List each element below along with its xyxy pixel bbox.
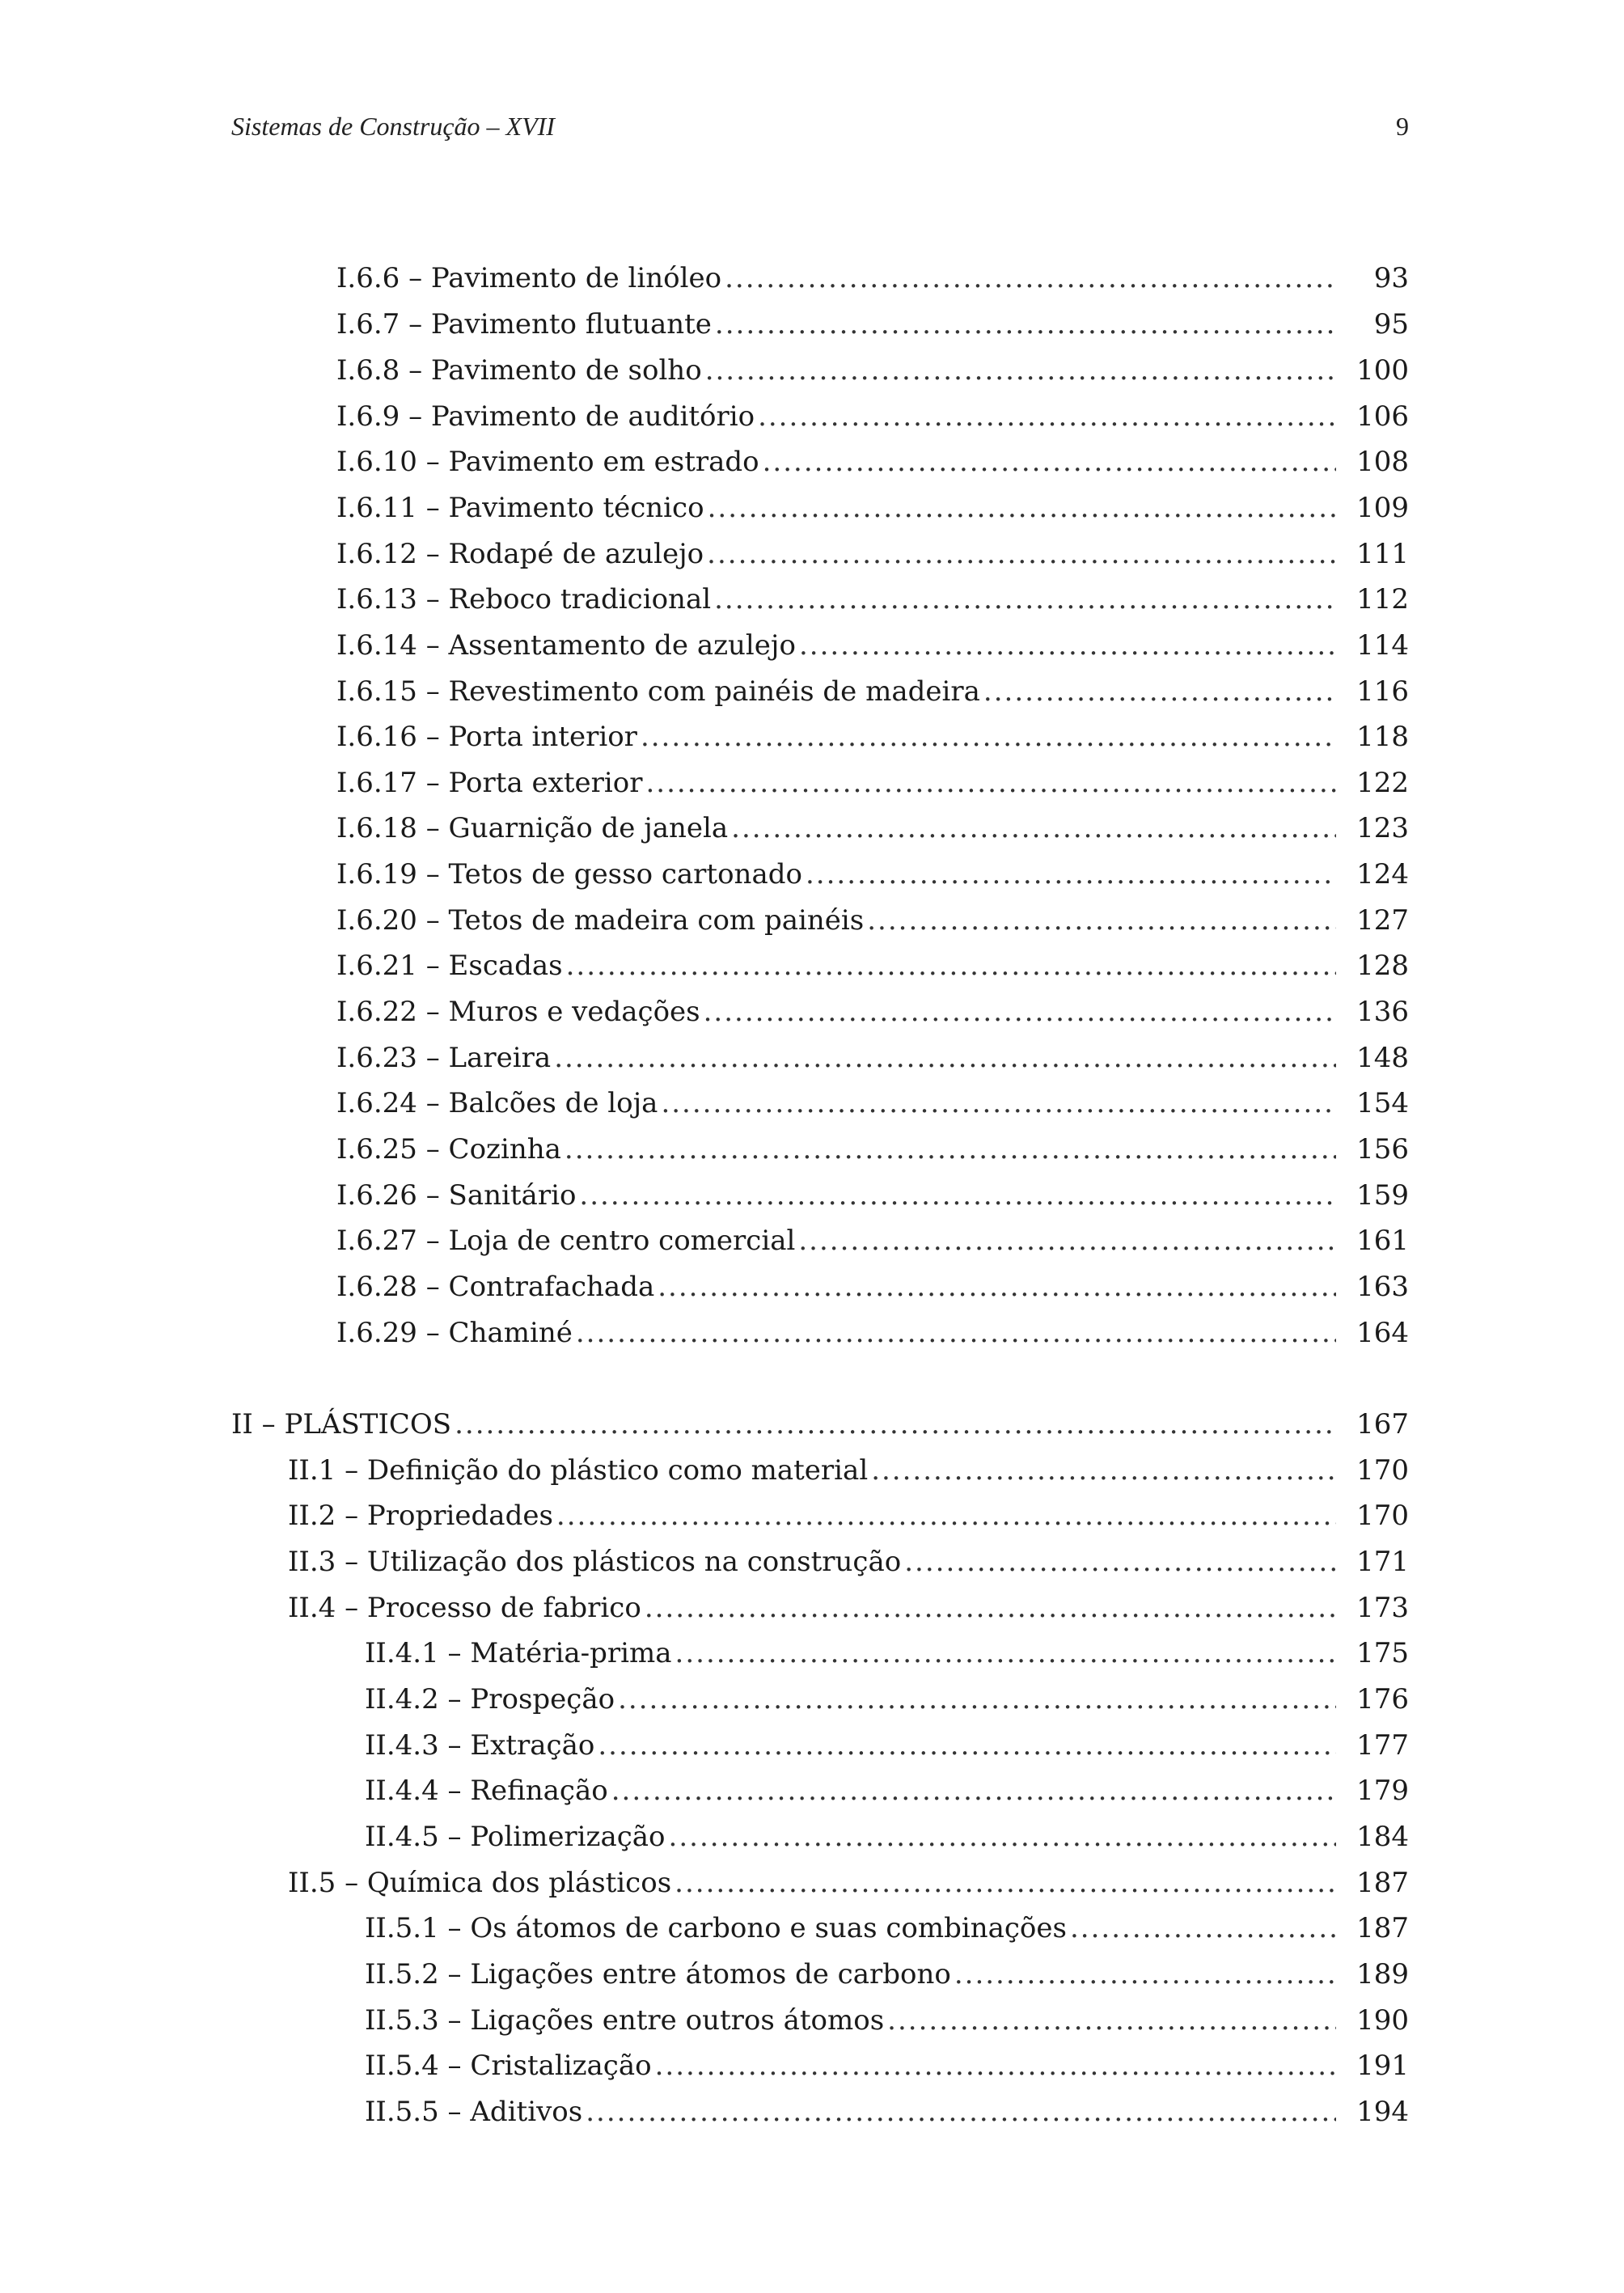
dot-leader bbox=[954, 1952, 1336, 1997]
toc-entry-page: 122 bbox=[1356, 767, 1409, 799]
toc-entry-label: I.6.10 – Pavimento em estrado bbox=[336, 446, 759, 478]
toc-entry-page: 170 bbox=[1356, 1500, 1409, 1532]
toc-entry-label: II.1 – Definição do plástico como material bbox=[288, 1454, 869, 1487]
toc-entry[interactable] bbox=[288, 1493, 1409, 1538]
dot-leader bbox=[576, 1310, 1336, 1356]
toc-entry-label: I.6.29 – Chaminé bbox=[336, 1317, 573, 1349]
toc-entry-label: I.6.28 – Contrafachada bbox=[336, 1271, 655, 1303]
dot-leader bbox=[904, 1539, 1336, 1584]
dot-leader bbox=[708, 485, 1336, 531]
toc-entry[interactable] bbox=[336, 394, 1409, 439]
toc-entry-page: 109 bbox=[1356, 492, 1409, 524]
toc-entry-label: I.6.22 – Muros e vedações bbox=[336, 996, 700, 1028]
toc-entry-label: II.5.5 – Aditivos bbox=[365, 2096, 583, 2128]
toc-entry[interactable] bbox=[336, 531, 1409, 577]
dot-leader bbox=[556, 1493, 1336, 1538]
toc-entry-page: 191 bbox=[1356, 2050, 1409, 2082]
toc-entry[interactable] bbox=[365, 1998, 1409, 2043]
dot-leader bbox=[1070, 1906, 1336, 1951]
toc-entry-label: I.6.8 – Pavimento de solho bbox=[336, 354, 702, 387]
toc-entry[interactable] bbox=[336, 1081, 1409, 1126]
dot-leader bbox=[758, 394, 1336, 439]
toc-entry-page: 95 bbox=[1373, 308, 1409, 341]
toc-entry[interactable] bbox=[336, 623, 1409, 668]
toc-entry-label: I.6.9 – Pavimento de auditório bbox=[336, 400, 755, 433]
toc-entry[interactable] bbox=[365, 1723, 1409, 1768]
toc-entry-label: I.6.6 – Pavimento de linóleo bbox=[336, 262, 722, 294]
toc-entry-label: I.6.21 – Escadas bbox=[336, 950, 563, 982]
dot-leader bbox=[554, 1035, 1336, 1081]
page-number: 9 bbox=[1396, 112, 1409, 141]
dot-leader bbox=[611, 1768, 1336, 1813]
dot-leader bbox=[763, 439, 1336, 484]
toc-entry-label: I.6.26 – Sanitário bbox=[336, 1179, 577, 1212]
toc-entry-page: 163 bbox=[1356, 1271, 1409, 1303]
toc-entry-page: 116 bbox=[1356, 675, 1409, 708]
toc-entry-label: I.6.12 – Rodapé de azulejo bbox=[336, 538, 704, 570]
toc-entry[interactable] bbox=[336, 1035, 1409, 1081]
toc-entry-page: 164 bbox=[1356, 1317, 1409, 1349]
toc-entry-page: 128 bbox=[1356, 950, 1409, 982]
dot-leader bbox=[675, 1860, 1336, 1906]
toc-entry-page: 124 bbox=[1356, 858, 1409, 891]
dot-leader bbox=[714, 577, 1336, 622]
toc-entry-page: 127 bbox=[1356, 904, 1409, 937]
toc-entry[interactable] bbox=[336, 989, 1409, 1034]
dot-leader bbox=[731, 806, 1336, 851]
toc-entry-page: 118 bbox=[1356, 721, 1409, 753]
toc-entry[interactable] bbox=[336, 1218, 1409, 1263]
dot-leader bbox=[705, 348, 1336, 393]
toc-entry-page: 114 bbox=[1356, 629, 1409, 662]
toc-entry[interactable] bbox=[365, 1631, 1409, 1676]
dot-leader bbox=[675, 1631, 1336, 1676]
toc-entry[interactable] bbox=[365, 1768, 1409, 1813]
toc-entry-label: II.5.1 – Os átomos de carbono e suas combinações bbox=[365, 1912, 1067, 1944]
toc-entry-label: I.6.14 – Assentamento de azulejo bbox=[336, 629, 796, 662]
dot-leader bbox=[887, 1998, 1336, 2043]
toc-entry-label: I.6.15 – Revestimento com painéis de madeira bbox=[336, 675, 980, 708]
toc-entry[interactable] bbox=[336, 302, 1409, 347]
toc-entry-label: II.5 – Química dos plásticos bbox=[288, 1867, 672, 1899]
toc-entry-label: II.5.2 – Ligações entre átomos de carbono bbox=[365, 1958, 951, 1991]
toc-entry-page: 148 bbox=[1356, 1042, 1409, 1074]
toc-entry-page: 184 bbox=[1356, 1821, 1409, 1853]
toc-entry-page: 187 bbox=[1356, 1867, 1409, 1899]
toc-entry[interactable] bbox=[336, 1173, 1409, 1218]
dot-leader bbox=[983, 669, 1336, 714]
toc-entry-label: II.5.3 – Ligações entre outros átomos bbox=[365, 2004, 885, 2037]
toc-entry-label: II.4.5 – Polimerização bbox=[365, 1821, 666, 1853]
dot-leader bbox=[799, 623, 1336, 668]
dot-leader bbox=[641, 714, 1336, 759]
toc-entry[interactable] bbox=[336, 760, 1409, 806]
toc-entry-page: 177 bbox=[1356, 1729, 1409, 1762]
toc-entry[interactable] bbox=[365, 1677, 1409, 1722]
toc-entry-label: I.6.7 – Pavimento flutuante bbox=[336, 308, 712, 341]
toc-entry-label: II.4.4 – Refinação bbox=[365, 1775, 608, 1807]
toc-entry[interactable] bbox=[231, 1402, 1409, 1447]
toc-entry-label: I.6.20 – Tetos de madeira com painéis bbox=[336, 904, 865, 937]
dot-leader bbox=[867, 898, 1336, 943]
toc-entry[interactable] bbox=[336, 943, 1409, 988]
toc-entry-label: I.6.24 – Balcões de loja bbox=[336, 1087, 658, 1119]
dot-leader bbox=[871, 1448, 1336, 1493]
toc-entry-page: 171 bbox=[1356, 1546, 1409, 1578]
toc-entry-label: I.6.16 – Porta interior bbox=[336, 721, 637, 753]
toc-entry[interactable] bbox=[336, 1127, 1409, 1172]
toc-entry-label: II.4.2 – Prospeção bbox=[365, 1683, 615, 1716]
toc-entry-label: II – PLÁSTICOS bbox=[231, 1408, 452, 1441]
dot-leader bbox=[566, 943, 1336, 988]
toc-entry[interactable] bbox=[336, 577, 1409, 622]
dot-leader bbox=[565, 1127, 1336, 1172]
toc-entry-label: I.6.17 – Porta exterior bbox=[336, 767, 643, 799]
toc-entry-page: 170 bbox=[1356, 1454, 1409, 1487]
toc-entry[interactable] bbox=[365, 2089, 1409, 2134]
toc-entry-page: 173 bbox=[1356, 1592, 1409, 1624]
dot-leader bbox=[806, 852, 1336, 897]
toc-entry-page: 106 bbox=[1356, 400, 1409, 433]
toc-entry-page: 159 bbox=[1356, 1179, 1409, 1212]
toc-entry[interactable] bbox=[288, 1585, 1409, 1631]
toc-entry[interactable] bbox=[365, 2043, 1409, 2088]
toc-entry-page: 167 bbox=[1356, 1408, 1409, 1441]
toc-entry-page: 136 bbox=[1356, 996, 1409, 1028]
toc-entry-label: II.2 – Propriedades bbox=[288, 1500, 553, 1532]
toc-entry-page: 123 bbox=[1356, 812, 1409, 844]
dot-leader bbox=[618, 1677, 1336, 1722]
toc-entry[interactable] bbox=[336, 348, 1409, 393]
toc-entry-page: 187 bbox=[1356, 1912, 1409, 1944]
toc-entry-page: 154 bbox=[1356, 1087, 1409, 1119]
toc-entry-label: II.3 – Utilização dos plásticos na construção bbox=[288, 1546, 902, 1578]
toc-entry-label: II.5.4 – Cristalização bbox=[365, 2050, 652, 2082]
toc-entry-page: 108 bbox=[1356, 446, 1409, 478]
dot-leader bbox=[798, 1218, 1336, 1263]
toc-entry-label: I.6.27 – Loja de centro comercial bbox=[336, 1225, 796, 1257]
toc-entry-page: 194 bbox=[1356, 2096, 1409, 2128]
dot-leader bbox=[579, 1173, 1336, 1218]
toc-entry-page: 112 bbox=[1356, 583, 1409, 616]
dot-leader bbox=[455, 1402, 1336, 1447]
toc-entry-page: 161 bbox=[1356, 1225, 1409, 1257]
toc-entry[interactable] bbox=[336, 485, 1409, 531]
toc-entry-label: I.6.18 – Guarnição de janela bbox=[336, 812, 729, 844]
toc-entry[interactable] bbox=[365, 1906, 1409, 1951]
dot-leader bbox=[655, 2043, 1336, 2088]
dot-leader bbox=[658, 1264, 1336, 1309]
toc-entry[interactable] bbox=[288, 1860, 1409, 1906]
toc-entry-page: 156 bbox=[1356, 1133, 1409, 1166]
toc-entry[interactable] bbox=[336, 714, 1409, 759]
toc-entry-label: II.4.1 – Matéria-prima bbox=[365, 1637, 672, 1669]
toc-entry[interactable] bbox=[336, 806, 1409, 851]
toc-entry-page: 189 bbox=[1356, 1958, 1409, 1991]
running-title: Sistemas de Construção – XVII bbox=[231, 112, 555, 141]
toc-entry-label: I.6.19 – Tetos de gesso cartonado bbox=[336, 858, 802, 891]
toc-entry-page: 100 bbox=[1356, 354, 1409, 387]
toc-entry-label: I.6.13 – Reboco tradicional bbox=[336, 583, 712, 616]
toc-entry-page: 179 bbox=[1356, 1775, 1409, 1807]
toc-entry[interactable] bbox=[336, 1310, 1409, 1356]
toc-entry[interactable] bbox=[336, 898, 1409, 943]
toc-entry-page: 111 bbox=[1356, 538, 1409, 570]
dot-leader bbox=[707, 531, 1336, 577]
toc-entry-page: 190 bbox=[1356, 2004, 1409, 2037]
dot-leader bbox=[715, 302, 1336, 347]
toc-entry[interactable] bbox=[336, 852, 1409, 897]
toc-entry-label: II.4.3 – Extração bbox=[365, 1729, 595, 1762]
toc-entry[interactable] bbox=[365, 1952, 1409, 1997]
toc-entry-label: II.4 – Processo de fabrico bbox=[288, 1592, 641, 1624]
toc-entry[interactable] bbox=[336, 1264, 1409, 1309]
toc-entry-page: 175 bbox=[1356, 1637, 1409, 1669]
dot-leader bbox=[669, 1814, 1336, 1859]
dot-leader bbox=[645, 760, 1336, 806]
dot-leader bbox=[645, 1585, 1336, 1631]
dot-leader bbox=[661, 1081, 1336, 1126]
toc-entry-label: I.6.11 – Pavimento técnico bbox=[336, 492, 704, 524]
toc-entry-page: 176 bbox=[1356, 1683, 1409, 1716]
dot-leader bbox=[725, 256, 1336, 301]
toc-entry[interactable] bbox=[365, 1814, 1409, 1859]
toc-entry[interactable] bbox=[336, 439, 1409, 484]
toc-entry[interactable] bbox=[336, 256, 1409, 301]
dot-leader bbox=[704, 989, 1336, 1034]
toc-entry[interactable] bbox=[336, 669, 1409, 714]
toc-entry-label: I.6.25 – Cozinha bbox=[336, 1133, 561, 1166]
dot-leader bbox=[586, 2089, 1336, 2134]
toc-entry-page: 93 bbox=[1373, 262, 1409, 294]
toc-entry[interactable] bbox=[288, 1539, 1409, 1584]
toc-entry[interactable] bbox=[288, 1448, 1409, 1493]
toc-entry-label: I.6.23 – Lareira bbox=[336, 1042, 552, 1074]
dot-leader bbox=[598, 1723, 1336, 1768]
